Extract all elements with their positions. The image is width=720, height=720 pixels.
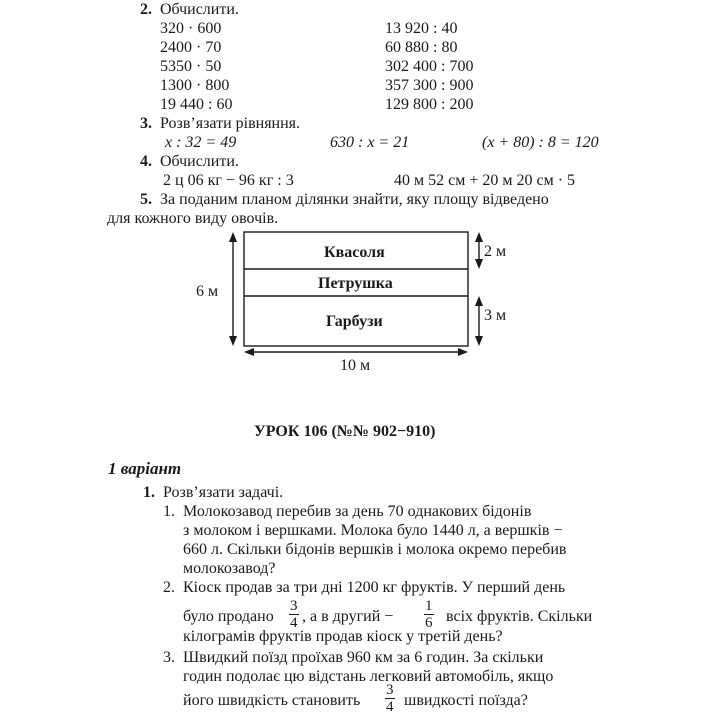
task2-right-item: 60 880 : 80 xyxy=(385,39,458,56)
problem-3-number: 3. xyxy=(163,649,175,666)
task3-number: 3. xyxy=(140,115,152,132)
problem-2-line: кілограмів фруктів продав кіоск у третій день? xyxy=(183,628,503,645)
problem-2-line: Кіоск продав за три дні 1200 кг фруктів. У перший день xyxy=(183,579,566,596)
task5-number: 5. xyxy=(140,191,152,208)
fraction-denominator: 4 xyxy=(386,699,394,715)
task2-right-item: 357 300 : 900 xyxy=(385,77,474,94)
dimension-3m: 3 м xyxy=(484,307,507,324)
plot-row-beans: Квасоля xyxy=(324,244,385,261)
dimension-2m: 2 м xyxy=(484,243,507,260)
plot-row-parsley: Петрушка xyxy=(318,275,393,292)
task5-line-1: За поданим планом ділянки знайти, яку площу відведено xyxy=(160,191,549,208)
task2-right-item: 129 800 : 200 xyxy=(385,96,474,113)
task2-left-item: 5350 · 50 xyxy=(160,58,222,75)
problem-2-line: було продано xyxy=(183,608,274,625)
problem-3-line: його швидкість становить xyxy=(183,692,361,709)
task3-label: Розв’язати рівняння. xyxy=(160,115,301,132)
problem-1-line: молокозавод? xyxy=(183,560,276,577)
expression-1: 2 ц 06 кг − 96 кг : 3 xyxy=(163,172,294,189)
arrowhead xyxy=(244,348,254,356)
arrowhead xyxy=(475,296,483,306)
problem-2-number: 2. xyxy=(163,579,175,596)
fraction-three-quarters xyxy=(385,682,395,715)
task4-number: 4. xyxy=(140,153,152,170)
task2-label: Обчислити. xyxy=(160,1,239,18)
fraction-numerator: 3 xyxy=(290,598,298,614)
task4-label: Обчислити. xyxy=(160,153,239,170)
arrowhead xyxy=(475,336,483,346)
problem-1-line: 660 л. Скільки бідонів вершків і молока окремо перебив xyxy=(183,541,567,558)
task2-number: 2. xyxy=(140,1,152,18)
problem-3-line: годин подолає цю відстань легковий автомобіль, якщо xyxy=(183,668,554,685)
problem-1-line: Молокозавод перебив за день 70 однакових бідонів xyxy=(183,503,532,520)
task1-label: Розв’язати задачі. xyxy=(163,484,284,501)
arrowhead xyxy=(458,348,468,356)
arrowhead xyxy=(475,259,483,269)
problem-1-number: 1. xyxy=(163,503,175,520)
fraction-numerator: 3 xyxy=(386,682,394,698)
problem-3-line: швидкості поїзда? xyxy=(404,692,528,709)
arrowhead xyxy=(229,232,237,242)
problem-3-line: Швидкий поїзд проїхав 960 км за 6 годин. За скільки xyxy=(183,649,544,666)
task2-right-item: 302 400 : 700 xyxy=(385,58,474,75)
task2-left-item: 2400 · 70 xyxy=(160,39,222,56)
task2-left-item: 320 · 600 xyxy=(160,20,222,37)
task2-left-item: 1300 · 800 xyxy=(160,77,230,94)
problem-2-line: , а в другий − xyxy=(302,608,394,625)
problem-2-line: всіх фруктів. Скільки xyxy=(446,608,593,625)
arrowhead xyxy=(475,232,483,242)
task2-left-item: 19 440 : 60 xyxy=(160,96,233,113)
task2-right-item: 13 920 : 40 xyxy=(385,20,458,37)
plot-row-pumpkins: Гарбузи xyxy=(326,313,383,330)
fraction-denominator: 4 xyxy=(290,615,298,631)
lesson-title: УРОК 106 (№№ 902−910) xyxy=(254,423,436,440)
expression-2: 40 м 52 см + 20 м 20 см · 5 xyxy=(394,172,576,189)
problem-1-line: з молоком і вершками. Молока було 1440 л, а вершків − xyxy=(183,522,563,539)
task1-number: 1. xyxy=(143,484,155,501)
fraction-denominator: 6 xyxy=(425,615,433,631)
variant-heading: 1 варіант xyxy=(108,459,182,478)
arrowhead xyxy=(229,336,237,346)
task5-line-2: для кожного виду овочів. xyxy=(107,210,279,227)
equation-2: 630 : x = 21 xyxy=(330,134,410,151)
dimension-10m: 10 м xyxy=(340,357,371,374)
dimension-6m: 6 м xyxy=(196,283,219,300)
fraction-numerator: 1 xyxy=(425,598,433,614)
equation-1: x : 32 = 49 xyxy=(165,134,237,151)
equation-3: (x + 80) : 8 = 120 xyxy=(482,134,599,151)
